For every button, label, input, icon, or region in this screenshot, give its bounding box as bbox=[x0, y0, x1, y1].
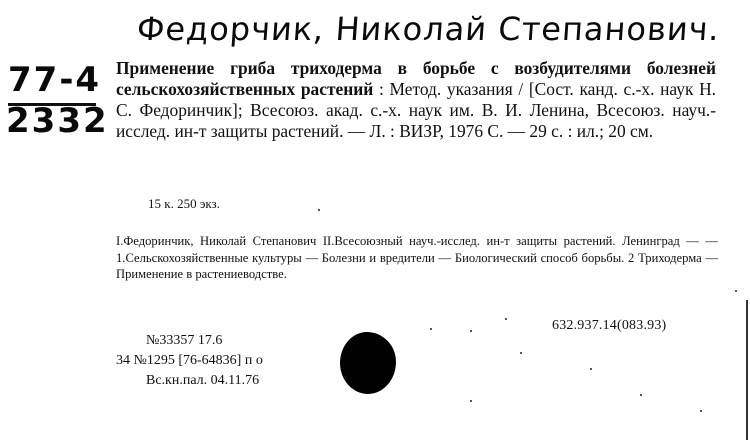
copies-and-price: 15 к. 250 экз. bbox=[148, 196, 220, 211]
shelf-mark-bottom: 2332 bbox=[6, 101, 109, 141]
bibliographic-record bbox=[116, 58, 716, 142]
order-number: №33357 17.6 bbox=[146, 333, 223, 348]
order-line: 34 №1295 [76-64836] п о bbox=[116, 353, 263, 368]
record-title: Применение гриба триходерма в борьбе с возбудителями болезней сельскохозяйственных растений bbox=[116, 58, 716, 99]
printed-date: Вс.кн.пал. 04.11.76 bbox=[146, 373, 260, 388]
subject-description: I.Федоринчик, Николай Степанович II.Всесоюзный науч.-исслед. ин-т защиты растений. Ленинград — —1.Сельскохозяйственные культуры — Болезни и вредители — Биологический способ борьбы. 2 Триходерма — Применение в растениеводстве. bbox=[116, 234, 718, 281]
handwritten-author-heading: Федорчик, Николай Степанович. bbox=[135, 10, 722, 48]
ink-blot bbox=[340, 332, 396, 394]
shelf-mark-top: 77-4 bbox=[8, 60, 102, 100]
record-details: : Метод. указания / [Сост. канд. с.-х. наук Н. С. Федоринчик]; Всесоюз. акад. с.-х. наук им. В. И. Ленина, Всесоюз. науч.-исслед. ин-т защиты растений. — Л. : ВИЗР, 1976 С. — 29 с. : ил.; 20 см. bbox=[116, 79, 716, 141]
card-edge-mark bbox=[746, 300, 748, 440]
udc-classification: 632.937.14(083.93) bbox=[552, 318, 667, 333]
